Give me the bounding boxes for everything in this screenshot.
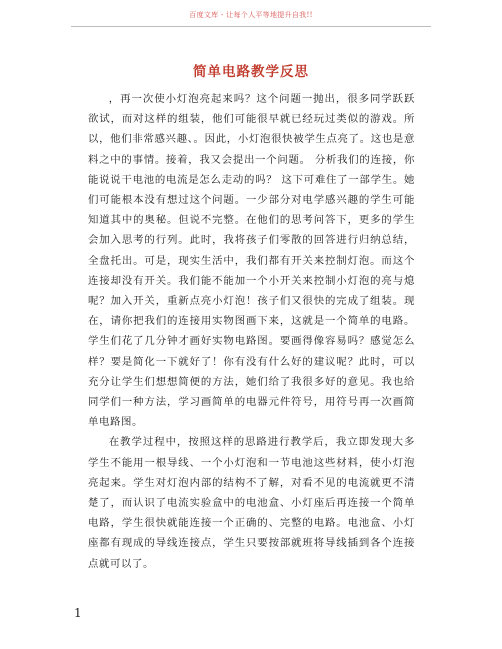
page-number: 1: [74, 606, 82, 620]
paragraph: 在教学过程中，按照这样的思路进行教学后，我立即发现大多学生不能用一根导线、一个小灯泡和一节电池这些材料，使小灯泡亮起来。学生对灯泡内部的结构不了解，对看不见的电流就更不清楚了，而认识了电流实验盒中的电池盒、小灯座后再连接一个简单电路，学生很快就能连接一个正确的、完整的电路。电池盒、小灯座都有现成的导线连接点，学生只要按部就班将导线插到各个连接点就可以了。: [88, 436, 415, 570]
header-note: 百度文库 - 让每个人平等地提升自我!!: [189, 11, 313, 19]
header-rule: [71, 26, 431, 27]
document-title: 简单电路教学反思: [193, 64, 309, 80]
paragraph: ，再一次使小灯泡亮起来吗？这个问题一抛出，很多同学跃跃欲试，而对这样的组装，他们可能很早就已经玩过类似的游戏。所以，他们非常感兴趣、。因此，小灯泡很快被学生点亮了。这也是意料之中的事情。接着，我又会提出一个问题。 分析我们的连接，你能说说干电池的电流是怎么走动的吗？ 这下可难住了一部学生。她们可能根本没有想过这个问题。一少部分对电学感兴趣的学生可能知道其中的奥秘。但说不完整。在他们的思考问答下，更多的学生会加入思考的行列。此时，我将孩子们零散的回答进行归纳总结，全盘托出。可是，现实生活中，我们都有开关来控制灯泡。而这个连接却没有开关。我们能不能加一个小开关来控制小灯泡的亮与熄呢？加入开关，重新点亮小灯泡！孩子们又很快的完成了组装。现在，请你把我们的连接用实物图画下来，这就是一个简单的电路。学生们花了几分钟才画好实物电路图。要画得像容易吗？感觉怎么样？要是简化一下就好了！你有没有什么好的建议呢？此时，可以充分让学生们想想简便的方法，她们给了我很多好的意见。我也给同学们一种方法，学习画简单的电器元件符号，用符号再一次画简单电路图。: [88, 93, 415, 429]
body-text: [88, 89, 415, 574]
